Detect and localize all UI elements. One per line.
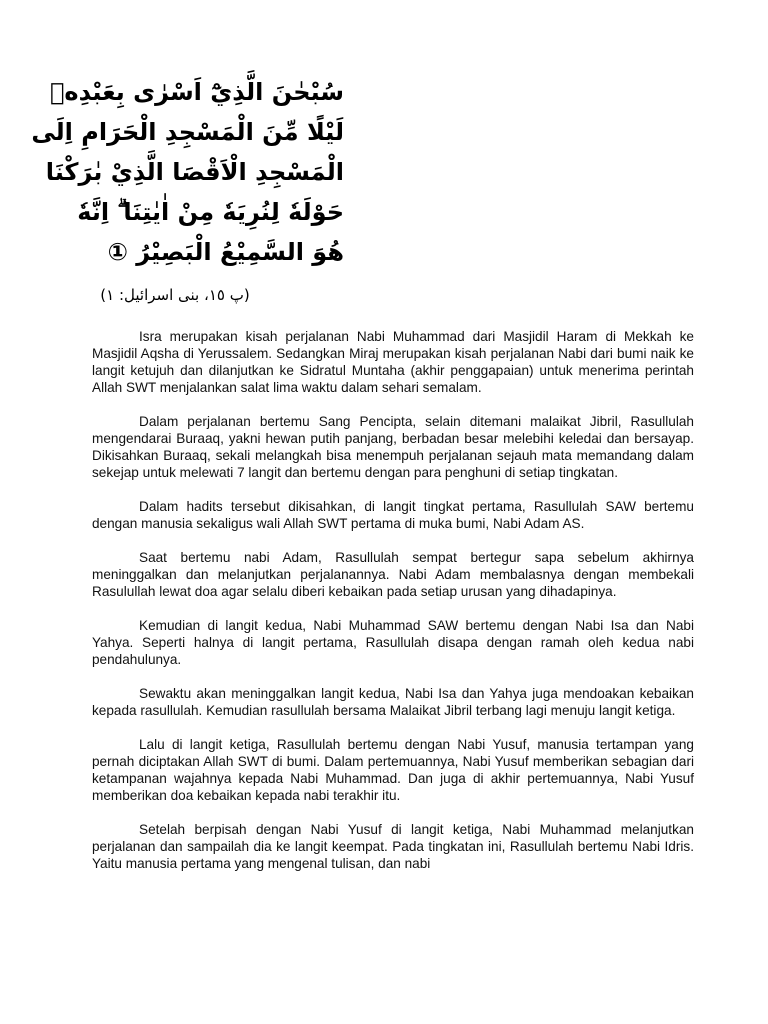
paragraph: Setelah berpisah dengan Nabi Yusuf di langit ketiga, Nabi Muhammad melanjutkan perjalanan dan sampailah dia ke langit keempat. Pada tingkatan ini, Rasullulah bertemu Nabi Idris. Yaitu manusia pertama yang mengenal tulisan, dan nabi bbox=[92, 822, 694, 871]
paragraph: Dalam perjalanan bertemu Sang Pencipta, selain ditemani malaikat Jibril, Rasullulah mengendarai Buraaq, yakni hewan putih panjang, berbadan besar melebihi keledai dan bersayap. Dikisahkan Buraaq, sekali melangkah bisa menempuh perjalanan sejauh mata memandang dalam sekejap untuk melewati 7 langit dan bertemu dengan para penghuni di setiap tingkatan. bbox=[92, 414, 694, 480]
paragraph: Saat bertemu nabi Adam, Rasullulah sempat bertegur sapa sebelum akhirnya meninggalkan dan melanjutkan perjalanannya. Nabi Adam membalasnya dengan membekali Rasulullah lewat doa agar selalu diberi kebaikan pada setiap urusan yang dihadapinya. bbox=[92, 550, 694, 599]
arabic-verse-line: حَوْلَهٗ لِنُرِيَهٗ مِنْ اٰيٰتِنَا ۗ اِنَّهٗ bbox=[77, 198, 344, 226]
paragraph: Sewaktu akan meninggalkan langit kedua, Nabi Isa dan Yahya juga mendoakan kebaikan kepada rasullulah. Kemudian rasullulah bersama Malaikat Jibril terbang lagi menuju langit ketiga. bbox=[92, 686, 694, 718]
body-text bbox=[92, 328, 694, 889]
paragraph: Kemudian di langit kedua, Nabi Muhammad SAW bertemu dengan Nabi Isa dan Nabi Yahya. Seperti halnya di langit pertama, Rasullulah disapa dengan ramah oleh kedua nabi pendahulunya. bbox=[92, 618, 694, 667]
paragraph: Lalu di langit ketiga, Rasullulah bertemu dengan Nabi Yusuf, manusia tertampan yang pernah diciptakan Allah SWT di bumi. Dalam pertemuannya, Nabi Yusuf memberikan sebagian dari ketampanan wajahnya kepada Nabi Muhammad. Dan juga di akhir pertemuannya, Nabi Yusuf memberikan doa kebaikan kepada nabi terakhir itu. bbox=[92, 737, 694, 803]
paragraph: Isra merupakan kisah perjalanan Nabi Muhammad dari Masjidil Haram di Mekkah ke Masjidil Aqsha di Yerussalem. Sedangkan Miraj merupakan kisah perjalanan Nabi dari bumi naik ke langit ketujuh dan dilanjutkan ke Sidratul Muntaha (akhir penggapaian) untuk menerima perintah Allah SWT menjalankan salat lima waktu dalam sehari semalam. bbox=[92, 329, 694, 395]
arabic-verse-line: الْمَسْجِدِ الْاَقْصَا الَّذِيْ بٰرَكْنَا bbox=[45, 158, 344, 186]
paragraph: Dalam hadits tersebut dikisahkan, di langit tingkat pertama, Rasullulah SAW bertemu dengan manusia sekaligus wali Allah SWT pertama di muka bumi, Nabi Adam AS. bbox=[92, 499, 694, 531]
verse-reference: (پ ١٥، بنی اسرائیل: ١) bbox=[100, 286, 250, 304]
arabic-verse-line: هُوَ السَّمِيْعُ الْبَصِيْرُ ① bbox=[107, 238, 344, 266]
arabic-verse bbox=[31, 72, 344, 272]
arabic-verse-line: لَيْلًا مِّنَ الْمَسْجِدِ الْحَرَامِ اِلَى bbox=[31, 118, 344, 146]
arabic-verse-line: سُبْحٰنَ الَّذِيْٓ اَسْرٰى بِعَبْدِهٖ bbox=[50, 78, 344, 106]
